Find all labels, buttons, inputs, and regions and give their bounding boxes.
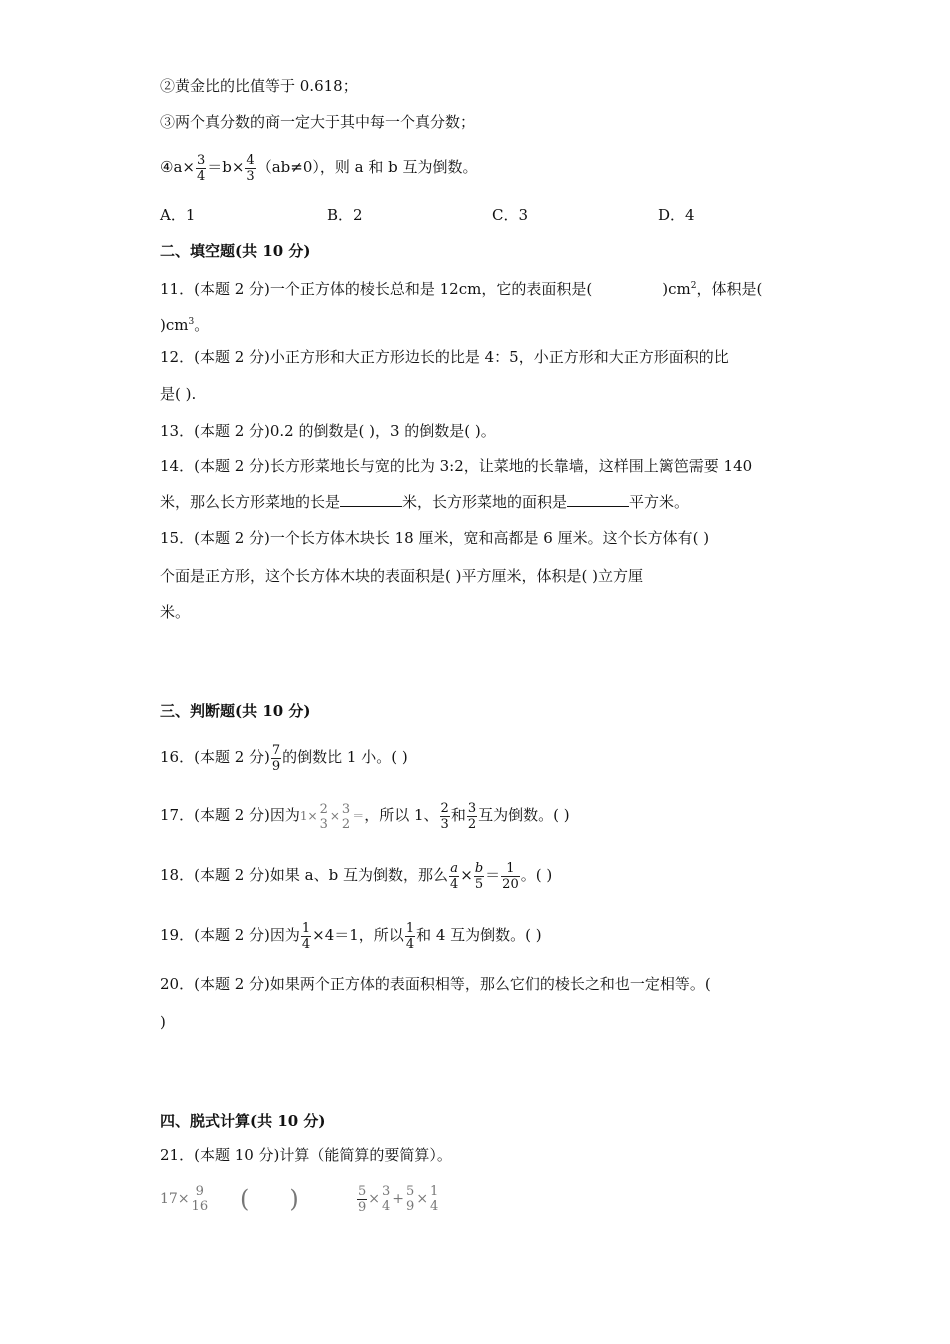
option-b[interactable]: B．2	[327, 206, 363, 224]
fraction-7-9: $\frac{7}{9}$	[271, 742, 281, 774]
q14-blank-1[interactable]	[340, 492, 402, 507]
fraction-3-2: $\frac{3}{2}$	[467, 800, 477, 832]
option-d[interactable]: D．4	[658, 206, 695, 224]
q11-line-1: 11．(本题 2 分)一个正方体的棱长总和是 12cm，它的表面积是( )$cm^2$，体积是(	[160, 280, 763, 298]
option-c[interactable]: C．3	[492, 206, 529, 224]
q12-line-2: 是( ).	[160, 385, 197, 403]
q16: 16．(本题 2 分) $\frac{7}{9}$ 的倒数比 1 小。( )	[160, 742, 408, 774]
section-3-title: 三、判断题(共 10 分)	[160, 702, 311, 720]
q10-s4-mid: ＝b×	[207, 158, 245, 176]
q20-line-1: 20．(本题 2 分)如果两个正方体的表面积相等，那么它们的棱长之和也一定相等。(	[160, 975, 711, 993]
q20-line-2: )	[160, 1013, 166, 1031]
fraction-1-4-b: $\frac{1}{4}$	[405, 920, 415, 952]
q10-statement-4	[160, 150, 477, 184]
q14-line-1: 14．(本题 2 分)长方形菜地长与宽的比为 3:2，让菜地的长靠墙，这样围上篱笆需要 140	[160, 457, 753, 475]
q15-line-3: 米。	[160, 603, 191, 621]
expr-3: $\frac{5}{9}$ × 3 4 + 5 9 × 1 4	[358, 1183, 439, 1215]
q15-line-2: 个面是正方形，这个长方体木块的表面积是( )平方厘米，体积是( )立方厘	[160, 567, 643, 585]
q21: 21．(本题 10 分)计算（能简算的要简算）。	[160, 1146, 452, 1164]
q11-line-2: )$cm^3$。	[160, 316, 210, 334]
section-4-title: 四、脱式计算(共 10 分)	[160, 1112, 326, 1130]
q14-line-2: 米，那么长方形菜地的长是 米，长方形菜地的面积是 平方米。	[160, 493, 690, 511]
q17-formula-image: 1× 2 3 × 3 2 ＝	[299, 801, 365, 832]
expr-2: ( )	[240, 1185, 299, 1213]
q18: 18．(本题 2 分)如果 a、b 互为倒数，那么 $\frac{a}{4}$ × $\frac{b}{5}$ ＝ $\frac{1}{20}$ 。( )	[160, 860, 553, 892]
q19: 19．(本题 2 分)因为 $\frac{1}{4}$ ×4＝1，所以 $\frac{1}{4}$ 和 4 互为倒数。( )	[160, 920, 542, 952]
q10-s4-pre: ④a×	[160, 158, 195, 176]
section-2-title: 二、填空题(共 10 分)	[160, 242, 311, 260]
fraction-b-5: $\frac{b}{5}$	[474, 860, 484, 892]
fraction-2-3: $\frac{2}{3}$	[440, 800, 449, 832]
fraction-4-3: $\frac{4}{3}$	[246, 152, 255, 184]
q14-blank-2[interactable]	[567, 492, 629, 507]
q10-statement-3: ③两个真分数的商一定大于其中每一个真分数；	[160, 113, 476, 131]
q17: 17．(本题 2 分)因为1× 2 3 × 3 2 ＝，所以 1、 $\frac{2}{3}$ 和 $\frac{3}{2}$ 互为倒数。( )	[160, 800, 570, 832]
q10-statement-2: ②黄金比的比值等于 0.618；	[160, 77, 358, 95]
q15-line-1: 15．(本题 2 分)一个长方体木块长 18 厘米，宽和高都是 6 厘米。这个长方体有( )	[160, 529, 710, 547]
fraction-1-20: $\frac{1}{20}$	[502, 860, 519, 892]
q10-s4-post: （ab≠0），则 a 和 b 互为倒数。	[256, 158, 478, 176]
fraction-3-4: $\frac{3}{4}$	[196, 152, 206, 184]
expr-1: 17× 9 16	[160, 1184, 209, 1214]
q12-line-1: 12．(本题 2 分)小正方形和大正方形边长的比是 4：5，小正方形和大正方形面积的比	[160, 348, 729, 366]
option-a[interactable]: A．1	[160, 206, 196, 224]
q13: 13．(本题 2 分)0.2 的倒数是( )，3 的倒数是( )。	[160, 422, 496, 440]
fraction-1-4: $\frac{1}{4}$	[301, 920, 311, 952]
fraction-a-4: $\frac{a}{4}$	[449, 860, 459, 892]
